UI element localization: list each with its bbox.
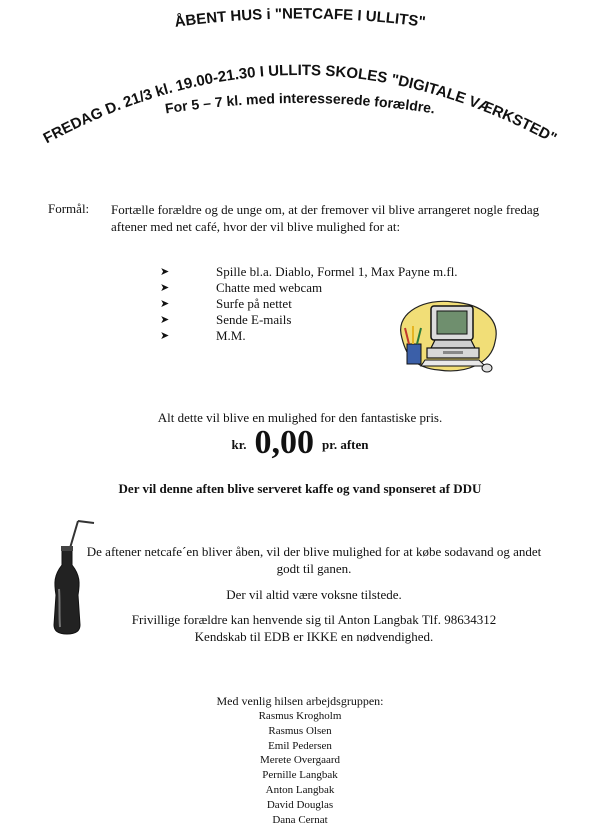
arched-header [0,0,600,200]
refreshments-note: Der vil denne aften blive serveret kaffe og vand sponseret af DDU [118,481,482,496]
price-intro: Alt dette vil blive en mulighed for den fantastiske pris. [157,410,443,425]
arrowhead-icon: ➤ [160,282,170,294]
arrowhead-icon: ➤ [160,330,170,342]
header-title-text: ÅBENT HUS i "NETCAFE I ULLITS" [173,5,427,31]
list-item: Pernille Langbak [262,769,338,782]
list-item [160,264,458,280]
arrowhead-icon: ➤ [160,266,170,278]
skills-info: Kendskab til EDB er IKKE en nødvendighed. [194,629,434,644]
list-item-label: Spille bl.a. Diablo, Formel 1, Max Payne m.fl. [216,264,458,279]
purpose-label: Formål: [48,201,90,216]
price-prefix: kr. [231,437,247,452]
signature-intro: Med venlig hilsen arbejdsgruppen: [216,694,384,708]
list-item-label: Chatte med webcam [216,280,323,295]
header-date-text: FREDAG D. 21/3 kl. 19.00-21.30 I ULLITS SKOLES "DIGITALE VÆRKSTED" [40,61,560,148]
price-amount: 0,00 [254,424,315,461]
arrowhead-icon: ➤ [160,314,170,326]
list-item: Dana Cernat [272,813,328,826]
list-item: David Douglas [266,798,334,811]
list-item-label: Surfe på nettet [216,296,292,311]
price-suffix: pr. aften [322,437,369,452]
arrowhead-icon: ➤ [160,298,170,310]
signature-list [0,709,600,827]
list-item: Rasmus Olsen [268,724,332,737]
list-item: Emil Pedersen [268,739,332,752]
price-line [0,424,600,462]
volunteer-info: Frivillige forældre kan henvende sig til Anton Langbak Tlf. 98634312 [131,612,497,627]
list-item: Merete Overgaard [259,754,341,767]
header-audience-text: For 5 – 7 kl. med interesserede forældre. [163,89,437,117]
adults-info: Der vil altid være voksne tilstede. [226,587,402,602]
list-item-label: M.M. [216,328,246,343]
list-item-label: Sende E-mails [216,312,292,327]
computer-clipart [395,294,503,376]
list-item: Rasmus Krogholm [258,710,342,722]
open-info: De aftener netcafe´en bliver åben, vil der blive mulighed for at købe sodavand og andet godt til ganen. [86,544,542,576]
list-item: Anton Langbak [265,783,335,796]
purpose-text: Fortælle forældre og de unge om, at der fremover vil blive arrangeret nogle fredag aftener med net café, hvor der vil blive mulighed for at: [111,202,540,234]
header-audience [164,90,436,117]
header-title [174,5,427,30]
